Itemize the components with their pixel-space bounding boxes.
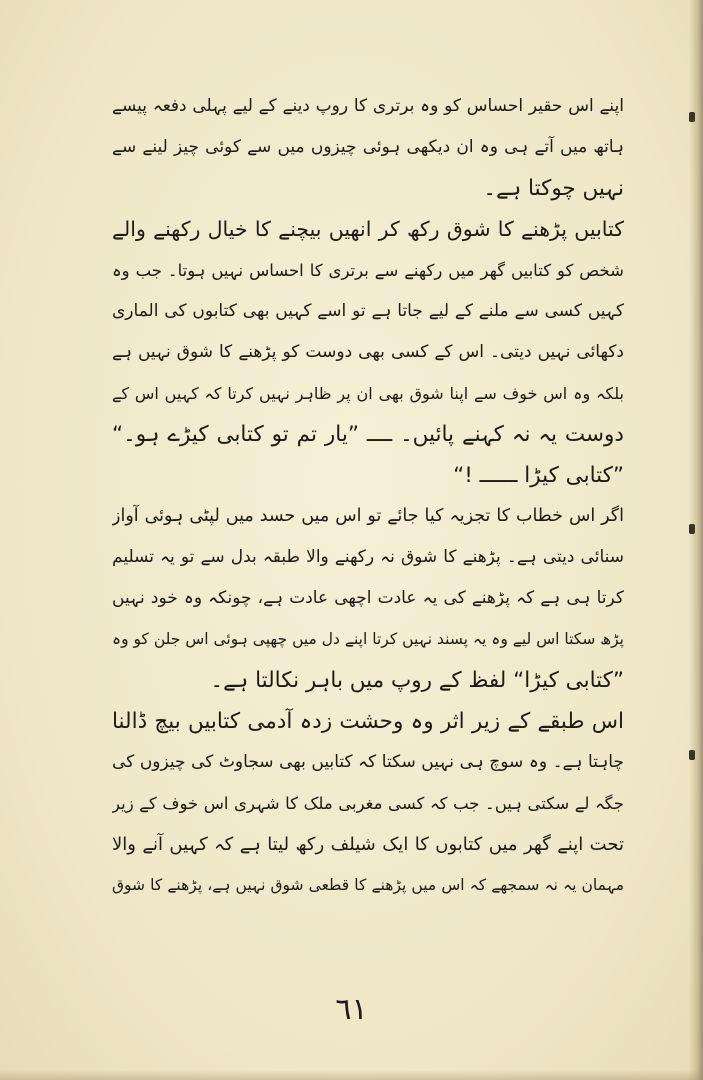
text-line: بلکہ وہ اس خوف سے اپنا شوق بھی ان پر ظاہر نہیں کرتا کہ کہیں اس کے	[112, 384, 624, 403]
text-line: اس طبقے کے زیر اثر وہ وحشت زدہ آدمی کتابیں بیچ ڈالنا	[112, 709, 624, 734]
text-line: دوست یہ نہ کہنے پائیں۔ ــــ ”یار تم تو کتابی کیڑے ہو۔“	[112, 422, 624, 447]
text-line: ”کتابی کیڑا“ لفظ کے روپ میں باہر نکالتا ہے۔	[210, 668, 624, 693]
text-line: ہاتھ میں آتے ہی وہ ان دیکھی ہوئی چیزوں میں سے کوئی چیز لینے سے	[112, 137, 624, 157]
text-line: جگہ لے سکتی ہیں۔ جب کہ کسی مغربی ملک کا شہری اس خوف کے زیر	[112, 794, 624, 813]
binding-stitch-mark	[689, 112, 695, 122]
text-line: ”کتابی کیڑا ــــــ !“	[453, 463, 624, 488]
body-text	[112, 86, 624, 906]
text-line: کہیں کسی سے ملنے کے لیے جاتا ہے تو اسے کہیں بھی کتابوں کی الماری	[112, 301, 624, 321]
text-line: پڑھ سکتا اس لیے وہ یہ پسند نہیں کرتا اپنے دل میں چھپی ہوئی اس جلن کو وہ	[112, 630, 624, 648]
binding-stitch-mark	[689, 750, 695, 760]
text-line: شخص کو کتابیں گھر میں رکھنے سے برتری کا احساس نہیں ہوتا۔ جب وہ	[112, 261, 624, 280]
text-line: مہمان یہ نہ سمجھے کہ اس میں پڑھنے کا قطعی شوق نہیں ہے، پڑھنے کا شوق	[112, 876, 624, 894]
text-line: تحت اپنے گھر میں کتابوں کا ایک شیلف رکھ لیتا ہے کہ کہیں آنے والا	[112, 834, 624, 855]
text-line: کتابیں پڑھنے کا شوق رکھ کر انھیں بیچنے کا خیال رکھنے والے	[112, 217, 624, 241]
page-edge-shadow-right	[689, 0, 703, 1080]
text-line: اگر اس خطاب کا تجزیہ کیا جائے تو اس میں حسد میں لپٹی ہوئی آواز	[112, 506, 624, 526]
text-line: اپنے اس حقیر احساس کو وہ برتری کا روپ دینے کے لیے پہلی دفعہ پیسے	[112, 96, 624, 116]
page-edge-shadow-bottom	[0, 1070, 703, 1080]
text-line: کرتا ہی ہے کہ پڑھنے کی یہ عادت اچھی عادت ہے، چونکہ وہ خود نہیں	[112, 588, 624, 608]
page-number: ٦١	[335, 992, 368, 1027]
text-line: دکھائی نہیں دیتی۔ اس کے کسی بھی دوست کو پڑھنے کا شوق نہیں ہے	[112, 342, 624, 362]
text-line: چاہتا ہے۔ وہ سوچ ہی نہیں سکتا کہ کتابیں بھی سجاوٹ کی چیزوں کی	[112, 752, 624, 772]
text-line: سنائی دیتی ہے۔ پڑھنے کا شوق نہ رکھنے والا طبقہ بدل سے تو یہ تسلیم	[112, 547, 624, 567]
binding-stitch-mark	[689, 524, 695, 534]
text-line: نہیں چوکتا ہے۔	[483, 176, 624, 201]
